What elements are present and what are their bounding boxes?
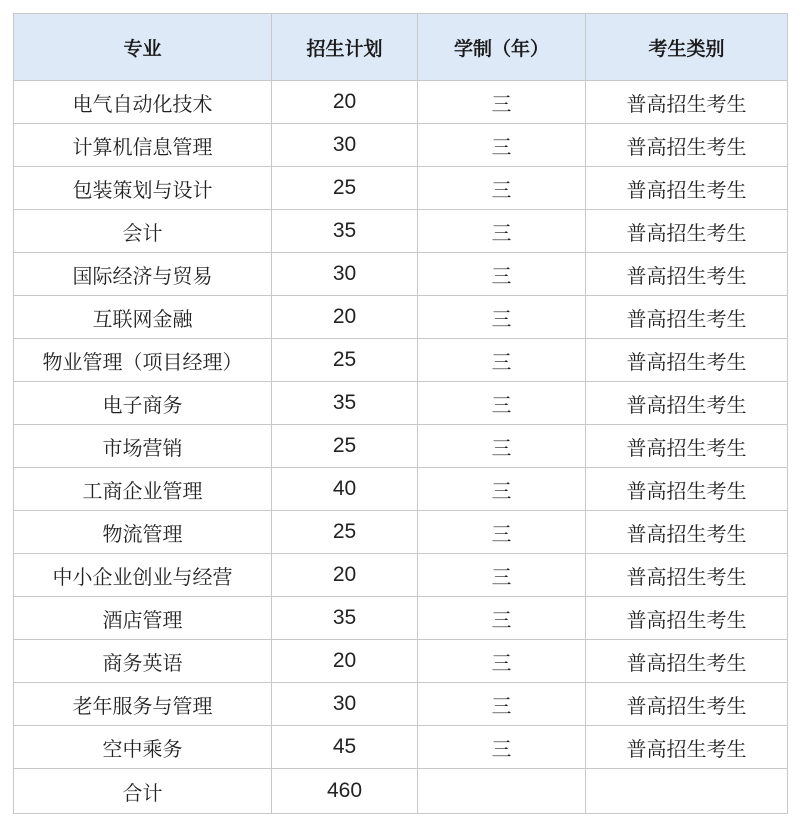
enrollment-plan-cell: 25 — [272, 339, 418, 382]
duration-cell: 三 — [418, 81, 586, 124]
duration-cell: 三 — [418, 296, 586, 339]
table-row — [14, 640, 788, 683]
enrollment-plan-cell: 35 — [272, 597, 418, 640]
student-category-cell: 普高招生考生 — [586, 597, 788, 640]
table-row — [14, 511, 788, 554]
major-cell: 包装策划与设计 — [14, 167, 272, 210]
table-row — [14, 683, 788, 726]
student-category-cell: 普高招生考生 — [586, 339, 788, 382]
header-enrollment-plan: 招生计划 — [272, 14, 418, 81]
header-student-category: 考生类别 — [586, 14, 788, 81]
major-cell: 工商企业管理 — [14, 468, 272, 511]
major-cell: 商务英语 — [14, 640, 272, 683]
enrollment-plan-cell: 30 — [272, 124, 418, 167]
student-category-cell: 普高招生考生 — [586, 683, 788, 726]
student-category-cell: 普高招生考生 — [586, 253, 788, 296]
major-cell: 空中乘务 — [14, 726, 272, 769]
table-row — [14, 726, 788, 769]
major-cell: 国际经济与贸易 — [14, 253, 272, 296]
major-cell: 电子商务 — [14, 382, 272, 425]
table-row — [14, 339, 788, 382]
table-row — [14, 554, 788, 597]
duration-cell: 三 — [418, 382, 586, 425]
student-category-cell: 普高招生考生 — [586, 382, 788, 425]
table-row — [14, 382, 788, 425]
student-category-cell: 普高招生考生 — [586, 425, 788, 468]
student-category-cell: 普高招生考生 — [586, 167, 788, 210]
duration-cell: 三 — [418, 468, 586, 511]
total-label-cell: 合计 — [14, 769, 272, 814]
enrollment-plan-cell: 20 — [272, 296, 418, 339]
enrollment-plan-cell: 20 — [272, 554, 418, 597]
header-row — [14, 14, 788, 81]
table-row — [14, 425, 788, 468]
major-cell: 计算机信息管理 — [14, 124, 272, 167]
table-row — [14, 597, 788, 640]
table-row — [14, 81, 788, 124]
duration-cell: 三 — [418, 683, 586, 726]
enrollment-plan-cell: 35 — [272, 382, 418, 425]
major-cell: 酒店管理 — [14, 597, 272, 640]
duration-cell: 三 — [418, 640, 586, 683]
major-cell: 物业管理（项目经理） — [14, 339, 272, 382]
duration-cell: 三 — [418, 554, 586, 597]
total-empty-cell — [586, 769, 788, 814]
student-category-cell: 普高招生考生 — [586, 81, 788, 124]
duration-cell: 三 — [418, 339, 586, 382]
enrollment-plan-cell: 25 — [272, 167, 418, 210]
major-cell: 物流管理 — [14, 511, 272, 554]
table-row — [14, 296, 788, 339]
duration-cell: 三 — [418, 167, 586, 210]
enrollment-plan-cell: 35 — [272, 210, 418, 253]
table-row — [14, 253, 788, 296]
duration-cell: 三 — [418, 511, 586, 554]
duration-cell: 三 — [418, 726, 586, 769]
enrollment-plan-cell: 20 — [272, 81, 418, 124]
duration-cell: 三 — [418, 597, 586, 640]
total-empty-cell — [418, 769, 586, 814]
duration-cell: 三 — [418, 425, 586, 468]
table-body — [14, 81, 788, 814]
major-cell: 会计 — [14, 210, 272, 253]
enrollment-plan-cell: 30 — [272, 683, 418, 726]
total-value-cell: 460 — [272, 769, 418, 814]
student-category-cell: 普高招生考生 — [586, 124, 788, 167]
major-cell: 电气自动化技术 — [14, 81, 272, 124]
enrollment-table — [13, 13, 788, 814]
student-category-cell: 普高招生考生 — [586, 468, 788, 511]
table-row — [14, 468, 788, 511]
enrollment-plan-cell: 40 — [272, 468, 418, 511]
header-major: 专业 — [14, 14, 272, 81]
enrollment-plan-cell: 20 — [272, 640, 418, 683]
duration-cell: 三 — [418, 253, 586, 296]
student-category-cell: 普高招生考生 — [586, 554, 788, 597]
student-category-cell: 普高招生考生 — [586, 296, 788, 339]
table-row — [14, 167, 788, 210]
total-row — [14, 769, 788, 814]
student-category-cell: 普高招生考生 — [586, 511, 788, 554]
major-cell: 老年服务与管理 — [14, 683, 272, 726]
enrollment-plan-cell: 30 — [272, 253, 418, 296]
enrollment-plan-cell: 25 — [272, 511, 418, 554]
table-header — [14, 14, 788, 81]
student-category-cell: 普高招生考生 — [586, 210, 788, 253]
student-category-cell: 普高招生考生 — [586, 640, 788, 683]
major-cell: 中小企业创业与经营 — [14, 554, 272, 597]
header-duration: 学制（年） — [418, 14, 586, 81]
major-cell: 互联网金融 — [14, 296, 272, 339]
enrollment-plan-cell: 45 — [272, 726, 418, 769]
enrollment-plan-cell: 25 — [272, 425, 418, 468]
duration-cell: 三 — [418, 210, 586, 253]
duration-cell: 三 — [418, 124, 586, 167]
table-row — [14, 210, 788, 253]
table-row — [14, 124, 788, 167]
student-category-cell: 普高招生考生 — [586, 726, 788, 769]
major-cell: 市场营销 — [14, 425, 272, 468]
